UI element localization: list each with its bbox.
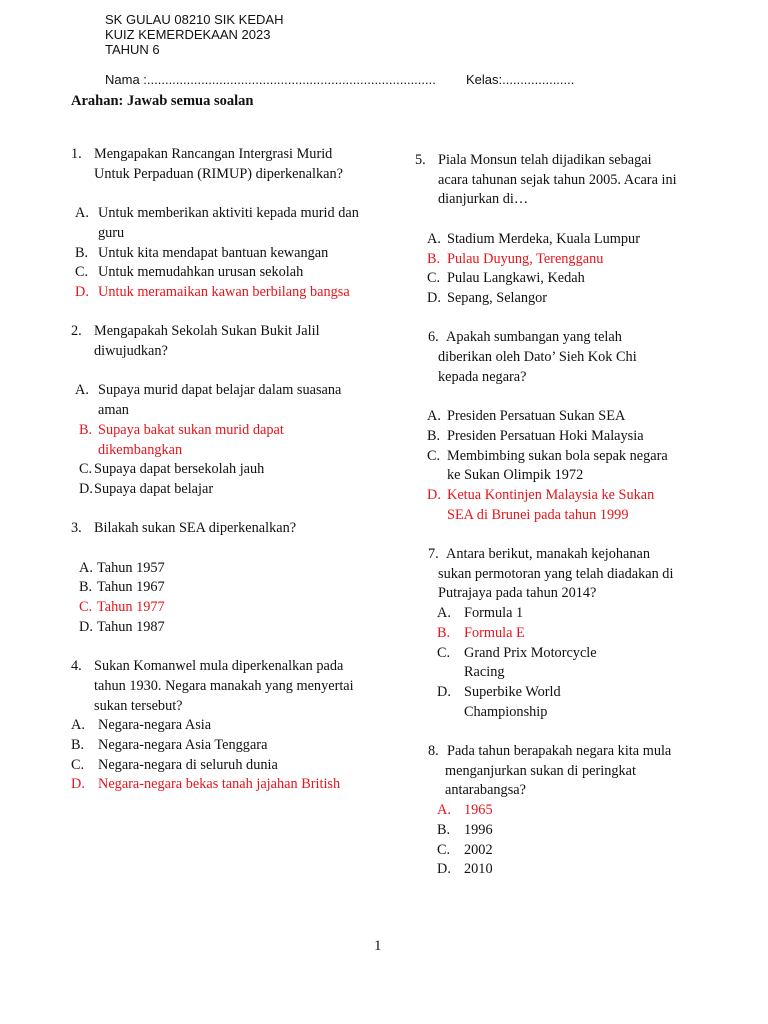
question-number: 4. bbox=[71, 658, 82, 675]
option-letter: C. bbox=[71, 756, 85, 773]
question-number: 7. bbox=[428, 546, 439, 562]
option-letter: B. bbox=[437, 821, 451, 838]
option-letter: B. bbox=[79, 579, 93, 596]
option-text: Supaya dapat belajar bbox=[94, 480, 214, 497]
option-4d-correct[interactable] bbox=[71, 775, 371, 795]
option-3a[interactable] bbox=[71, 559, 371, 579]
option-letter: C. bbox=[427, 270, 441, 287]
option-text: Superbike World Championship bbox=[464, 683, 561, 720]
option-1a[interactable] bbox=[71, 204, 371, 243]
option-2d[interactable] bbox=[71, 480, 371, 500]
option-text: Tahun 1987 bbox=[97, 618, 165, 635]
option-5b-correct[interactable] bbox=[415, 250, 685, 270]
option-letter: A. bbox=[79, 559, 93, 576]
option-text: Presiden Persatuan Sukan SEA bbox=[447, 408, 626, 425]
option-text: Grand Prix Motorcycle Racing bbox=[464, 644, 597, 681]
option-letter: D. bbox=[437, 683, 451, 700]
question-2 bbox=[71, 322, 371, 361]
question-8 bbox=[415, 742, 685, 801]
question-1 bbox=[71, 145, 371, 184]
option-letter: B. bbox=[427, 427, 441, 444]
option-letter: C. bbox=[79, 461, 93, 478]
question-text: Bilakah sukan SEA diperkenalkan? bbox=[94, 520, 297, 537]
option-text: Negara-negara di seluruh dunia bbox=[98, 756, 278, 773]
option-text: Untuk kita mendapat bantuan kewangan bbox=[98, 244, 329, 261]
option-7a[interactable] bbox=[415, 604, 685, 624]
question-5 bbox=[415, 151, 685, 210]
instruction-heading: Arahan: Jawab semua soalan bbox=[71, 93, 254, 109]
option-text: Untuk memudahkan urusan sekolah bbox=[98, 264, 304, 281]
name-field[interactable]: Nama :................................................................................ bbox=[105, 72, 436, 87]
option-letter: D. bbox=[427, 486, 441, 503]
option-letter: A. bbox=[75, 205, 89, 222]
option-letter: D. bbox=[427, 289, 441, 306]
option-letter: C. bbox=[79, 599, 93, 616]
option-7b-correct[interactable] bbox=[415, 624, 685, 644]
option-text: Stadium Merdeka, Kuala Lumpur bbox=[447, 230, 640, 247]
option-letter: B. bbox=[79, 421, 93, 438]
option-letter: D. bbox=[75, 283, 89, 300]
option-letter: A. bbox=[71, 717, 85, 734]
question-4 bbox=[71, 657, 371, 716]
grade-level: TAHUN 6 bbox=[105, 42, 160, 57]
question-number: 2. bbox=[71, 323, 82, 340]
option-4c[interactable] bbox=[71, 756, 371, 776]
option-text: Membimbing sukan bola sepak negara ke Sukan Olimpik 1972 bbox=[447, 447, 668, 484]
option-text: Tahun 1957 bbox=[97, 559, 165, 576]
option-2a[interactable] bbox=[71, 381, 371, 420]
question-number: 6. bbox=[428, 329, 439, 346]
question-text: Piala Monsun telah dijadikan sebagai acara tahunan sejak tahun 2005. Acara ini dianjurkan di… bbox=[438, 152, 677, 208]
option-text: Sepang, Selangor bbox=[447, 289, 548, 306]
option-1b[interactable] bbox=[71, 244, 371, 264]
option-7d[interactable] bbox=[415, 683, 685, 722]
option-letter: D. bbox=[437, 861, 451, 878]
option-text: Untuk meramaikan kawan berbilang bangsa bbox=[98, 283, 350, 300]
option-text: 1965 bbox=[464, 802, 493, 819]
page-number: 1 bbox=[374, 938, 382, 954]
option-letter: B. bbox=[71, 737, 85, 753]
option-letter: A. bbox=[437, 802, 451, 819]
question-text: Antara berikut, manakah kejohanan sukan permotoran yang telah diadakan di Putrajaya pada tahun 2014? bbox=[438, 546, 674, 602]
option-text: 2002 bbox=[464, 841, 493, 858]
option-8c[interactable] bbox=[415, 841, 685, 861]
option-6a[interactable] bbox=[415, 407, 685, 427]
option-letter: C. bbox=[427, 447, 441, 464]
option-text: 1996 bbox=[464, 821, 493, 838]
question-number: 3. bbox=[71, 520, 82, 537]
option-letter: D. bbox=[71, 776, 85, 793]
school-name: SK GULAU 08210 SIK KEDAH bbox=[105, 12, 284, 27]
option-text: Untuk memberikan aktiviti kepada murid dan guru bbox=[98, 205, 359, 241]
quiz-title: KUIZ KEMERDEKAAN 2023 bbox=[105, 27, 271, 42]
option-letter: D. bbox=[79, 480, 93, 497]
option-3d[interactable] bbox=[71, 618, 371, 638]
option-7c[interactable] bbox=[415, 644, 685, 683]
option-text: Ketua Kontinjen Malaysia ke Sukan SEA di Brunei pada tahun 1999 bbox=[447, 486, 655, 523]
question-3 bbox=[71, 519, 371, 539]
option-letter: B. bbox=[75, 244, 89, 261]
question-7 bbox=[415, 545, 685, 604]
option-2b-correct[interactable] bbox=[71, 421, 371, 460]
question-text: Mengapakah Sekolah Sukan Bukit Jalil diwujudkan? bbox=[94, 323, 320, 359]
option-letter: A. bbox=[427, 230, 441, 247]
question-number: 1. bbox=[71, 146, 82, 162]
option-2c[interactable] bbox=[71, 460, 371, 480]
option-text: Negara-negara bekas tanah jajahan British bbox=[98, 776, 341, 793]
option-letter: A. bbox=[75, 382, 89, 399]
option-3b[interactable] bbox=[71, 578, 371, 598]
option-text: 2010 bbox=[464, 861, 493, 878]
option-text: Tahun 1967 bbox=[97, 579, 165, 596]
option-6b[interactable] bbox=[415, 427, 685, 447]
option-text: Presiden Persatuan Hoki Malaysia bbox=[447, 427, 644, 444]
question-number: 5. bbox=[415, 152, 426, 168]
option-8b[interactable] bbox=[415, 821, 685, 841]
left-column bbox=[71, 145, 371, 795]
option-letter: B. bbox=[437, 624, 451, 641]
option-1d-correct[interactable] bbox=[71, 283, 371, 303]
option-4a[interactable] bbox=[71, 716, 371, 736]
option-letter: C. bbox=[437, 644, 451, 661]
question-6 bbox=[415, 328, 685, 387]
option-letter: D. bbox=[79, 618, 93, 635]
option-6d-correct[interactable] bbox=[415, 486, 685, 525]
question-text: Apakah sumbangan yang telah diberikan oleh Dato’ Sieh Kok Chi kepada negara? bbox=[438, 329, 637, 385]
question-text: Pada tahun berapakah negara kita mula menganjurkan sukan di peringkat antarabangsa? bbox=[445, 743, 672, 799]
option-text: Negara-negara Asia Tenggara bbox=[98, 737, 268, 753]
option-5c[interactable] bbox=[415, 269, 685, 289]
right-column bbox=[415, 151, 685, 880]
option-letter: C. bbox=[75, 264, 89, 281]
option-text: Supaya murid dapat belajar dalam suasana aman bbox=[98, 382, 342, 419]
option-4b[interactable] bbox=[71, 736, 371, 756]
question-text: Mengapakan Rancangan Intergrasi Murid Untuk Perpaduan (RIMUP) diperkenalkan? bbox=[94, 146, 343, 182]
option-text: Formula E bbox=[464, 624, 525, 641]
option-letter: B. bbox=[427, 250, 441, 267]
option-text: Formula 1 bbox=[464, 605, 524, 622]
option-letter: A. bbox=[427, 408, 441, 425]
option-letter: A. bbox=[437, 605, 451, 622]
option-5d[interactable] bbox=[415, 289, 685, 309]
option-text: Negara-negara Asia bbox=[98, 717, 212, 734]
option-8d[interactable] bbox=[415, 860, 685, 880]
option-text: Tahun 1977 bbox=[97, 599, 165, 616]
question-text: Sukan Komanwel mula diperkenalkan pada tahun 1930. Negara manakah yang menyertai sukan tersebut? bbox=[94, 658, 354, 714]
option-8a-correct[interactable] bbox=[415, 801, 685, 821]
option-6c[interactable] bbox=[415, 447, 685, 486]
option-text: Pulau Langkawi, Kedah bbox=[447, 270, 585, 287]
question-number: 8. bbox=[428, 743, 439, 760]
class-field[interactable]: Kelas:.................... bbox=[466, 72, 575, 87]
option-1c[interactable] bbox=[71, 263, 371, 283]
option-text: Pulau Duyung, Terengganu bbox=[447, 250, 604, 267]
option-5a[interactable] bbox=[415, 230, 685, 250]
option-3c-correct[interactable] bbox=[71, 598, 371, 618]
option-text: Supaya bakat sukan murid dapat dikembangkan bbox=[98, 421, 284, 458]
option-letter: C. bbox=[437, 841, 451, 858]
option-text: Supaya dapat bersekolah jauh bbox=[94, 461, 265, 478]
